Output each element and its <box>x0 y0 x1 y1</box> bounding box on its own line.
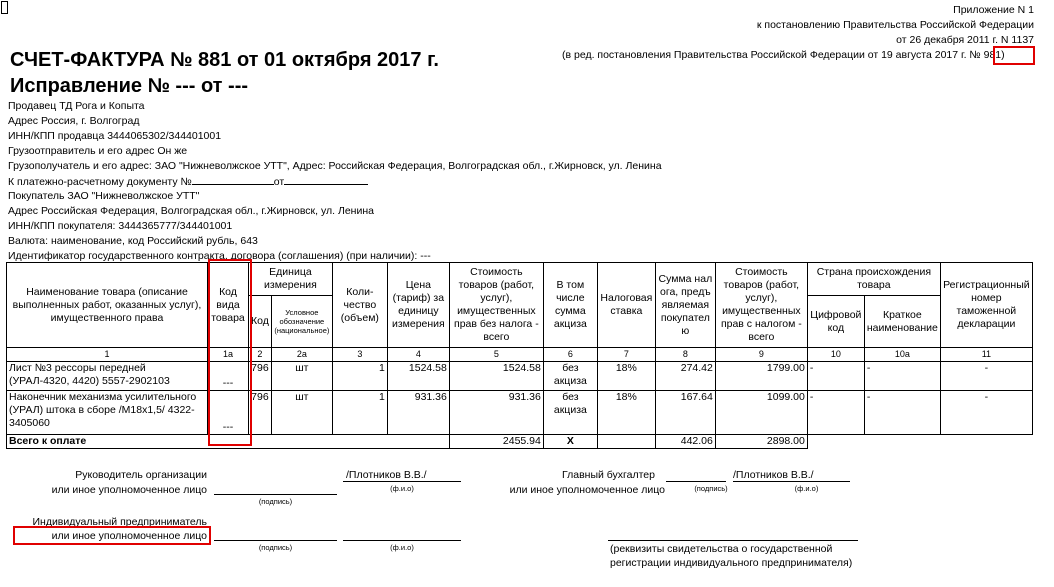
colnum: 3 <box>332 348 387 362</box>
payment-doc-number-line <box>192 175 274 185</box>
appendix-line-3: от 26 декабря 2011 г. N 1137 <box>896 34 1034 46</box>
head-fio-line <box>343 481 461 482</box>
contract-id: Идентификатор государственного контракта, договора (соглашения) (при наличии): --- <box>8 250 431 262</box>
head-name: /Плотников В.В./ <box>346 469 427 481</box>
table-row <box>7 391 1033 435</box>
row-excise: без акциза <box>543 391 597 435</box>
row-country-code: - <box>807 391 864 435</box>
ip-line-1: Индивидуальный предприниматель <box>32 516 207 528</box>
head-line-1: Руководитель организации <box>75 469 207 481</box>
row-excise: без акциза <box>543 362 597 391</box>
header-customs: Регистрационный номер таможенной декларации <box>940 263 1032 348</box>
header-quantity: Коли-чество (объем) <box>332 263 387 348</box>
header-name: Наименование товара (описание выполненных работ, оказанных услуг), имущественного права <box>7 263 208 348</box>
accountant-signature-caption: (подпись) <box>694 484 728 493</box>
appendix-line-4-number: № 981) <box>969 49 1005 61</box>
text-cursor <box>1 1 8 14</box>
row-country-name: - <box>864 362 940 391</box>
header-country-code: Цифровой код <box>807 296 864 348</box>
shipper: Грузоотправитель и его адрес Он же <box>8 145 188 157</box>
row-country-code: - <box>807 362 864 391</box>
highlight-ip-authorized-person <box>13 526 211 545</box>
total-excise: X <box>543 435 597 449</box>
ip-requisites-line-2: регистрации индивидуального предпринимателя) <box>610 557 853 569</box>
colnum: 8 <box>655 348 715 362</box>
header-unit-code: Код <box>249 296 272 348</box>
invoice-title: СЧЕТ-ФАКТУРА № 881 от 01 октября 2017 г. <box>10 49 439 71</box>
appendix-line-1: Приложение N 1 <box>953 4 1034 16</box>
colnum: 1 <box>7 348 208 362</box>
row-qty: 1 <box>332 391 387 435</box>
colnum: 9 <box>715 348 807 362</box>
appendix-line-2: к постановлению Правительства Российской Федерации <box>756 19 1034 31</box>
header-cost-no-tax: Стоимость товаров (работ, услуг), имущественных прав без налога - всего <box>449 263 543 348</box>
header-unit: Единица измерения <box>249 263 333 296</box>
header-kind-code: Код вида товара <box>208 263 249 348</box>
header-tax-rate: Налоговая ставка <box>597 263 655 348</box>
total-label: Всего к оплате <box>7 435 450 449</box>
consignee: Грузополучатель и его адрес: ЗАО "Нижневолжское УТТ", Адрес: Российская Федерация, Волгоградская обл., г.Жирновск, ул. Ленина <box>8 160 662 172</box>
head-signature-caption: (подпись) <box>258 497 293 506</box>
colnum: 2 <box>249 348 272 362</box>
ip-requisites-line-1: (реквизиты свидетельства о государственной <box>610 543 833 555</box>
invoice-table <box>6 262 1033 449</box>
buyer: Покупатель ЗАО "Нижневолжское УТТ" <box>8 190 200 202</box>
header-cost-with-tax: Стоимость товаров (работ, услуг), имущественных прав с налогом - всего <box>715 263 807 348</box>
row-name: Наконечник механизма усилительного (УРАЛ) штока в сборе /М18х1,5/ 4322-3405060 <box>7 391 208 435</box>
buyer-address: Адрес Российская Федерация, Волгоградская обл., г.Жирновск, ул. Ленина <box>8 205 374 217</box>
colnum: 11 <box>940 348 1032 362</box>
accountant-line-1: Главный бухгалтер <box>562 469 655 481</box>
accountant-line-2: или иное уполномоченное лицо <box>509 484 665 496</box>
column-numbers-row <box>7 348 1033 362</box>
currency: Валюта: наименование, код Российский рубль, 643 <box>8 235 258 247</box>
colnum: 5 <box>449 348 543 362</box>
ip-signature-caption: (подпись) <box>258 543 293 552</box>
payment-doc-label: К платежно-расчетному документу № <box>8 176 192 188</box>
colnum: 6 <box>543 348 597 362</box>
row-customs: - <box>940 391 1032 435</box>
colnum: 1а <box>208 348 249 362</box>
header-price: Цена (тариф) за единицу измерения <box>387 263 449 348</box>
colnum: 4 <box>387 348 449 362</box>
accountant-fio-line <box>733 481 850 482</box>
ip-fio-line <box>343 540 461 541</box>
table-row <box>7 362 1033 391</box>
head-signature-line <box>214 494 337 495</box>
highlight-resolution-number <box>993 46 1035 65</box>
total-tax: 442.06 <box>655 435 715 449</box>
total-row <box>7 435 1033 449</box>
total-blank <box>807 435 1032 449</box>
header-country: Страна происхождения товара <box>807 263 940 296</box>
correction-title: Исправление № --- от --- <box>10 75 249 97</box>
row-cost: 1524.58 <box>449 362 543 391</box>
row-cost: 931.36 <box>449 391 543 435</box>
colnum: 10а <box>864 348 940 362</box>
seller-address: Адрес Россия, г. Волгоград <box>8 115 140 127</box>
row-rate: 18% <box>597 362 655 391</box>
total-cost: 2455.94 <box>449 435 543 449</box>
row-tax: 274.42 <box>655 362 715 391</box>
payment-doc-from: от <box>273 176 285 188</box>
accountant-name: /Плотников В.В./ <box>733 469 814 481</box>
colnum: 7 <box>597 348 655 362</box>
appendix-line-4 <box>562 49 1005 62</box>
header-country-name: Краткое наименование <box>864 296 940 348</box>
row-price: 1524.58 <box>387 362 449 391</box>
ip-fio-caption: (ф.и.о) <box>390 543 414 552</box>
row-customs: - <box>940 362 1032 391</box>
ip-signature-line <box>214 540 337 541</box>
header-tax-amount: Сумма налога, предъявляемая покупателю <box>655 263 715 348</box>
row-rate: 18% <box>597 391 655 435</box>
payment-doc <box>8 175 368 189</box>
row-tax: 167.64 <box>655 391 715 435</box>
highlight-kind-code-column <box>208 259 252 446</box>
seller-inn: ИНН/КПП продавца 3444065302/344401001 <box>8 130 222 142</box>
seller: Продавец ТД Рога и Копыта <box>8 100 145 112</box>
buyer-inn: ИНН/КПП покупателя: 3444365777/344401001 <box>8 220 233 232</box>
total-empty-rate <box>597 435 655 449</box>
ip-requisites-line <box>608 540 858 541</box>
row-unit-code: 796 <box>249 391 272 435</box>
row-total: 1099.00 <box>715 391 807 435</box>
appendix-line-4-prefix: (в ред. постановления Правительства Российской Федерации от 19 августа 2017 г. <box>562 49 967 61</box>
row-kind-code: --- <box>208 362 249 391</box>
row-name: Лист №3 рессоры передней (УРАЛ-4320, 4420) 5557-2902103 <box>7 362 208 391</box>
payment-doc-date-line <box>284 175 368 185</box>
head-line-2: или иное уполномоченное лицо <box>51 484 207 496</box>
row-unit-code: 796 <box>249 362 272 391</box>
row-qty: 1 <box>332 362 387 391</box>
colnum: 2а <box>271 348 332 362</box>
row-country-name: - <box>864 391 940 435</box>
header-excise: В том числе сумма акциза <box>543 263 597 348</box>
row-unit: шт <box>271 391 332 435</box>
accountant-fio-caption: (ф.и.о) <box>794 484 819 493</box>
ip-line-2: или иное уполномоченное лицо <box>51 530 207 542</box>
head-fio-caption: (ф.и.о) <box>390 484 414 493</box>
total-sum: 2898.00 <box>715 435 807 449</box>
header-unit-symbol: Условное обозначение (национальное) <box>271 296 332 348</box>
row-total: 1799.00 <box>715 362 807 391</box>
accountant-signature-line <box>666 481 726 482</box>
row-unit: шт <box>271 362 332 391</box>
colnum: 10 <box>807 348 864 362</box>
row-kind-code: --- <box>208 391 249 435</box>
row-price: 931.36 <box>387 391 449 435</box>
